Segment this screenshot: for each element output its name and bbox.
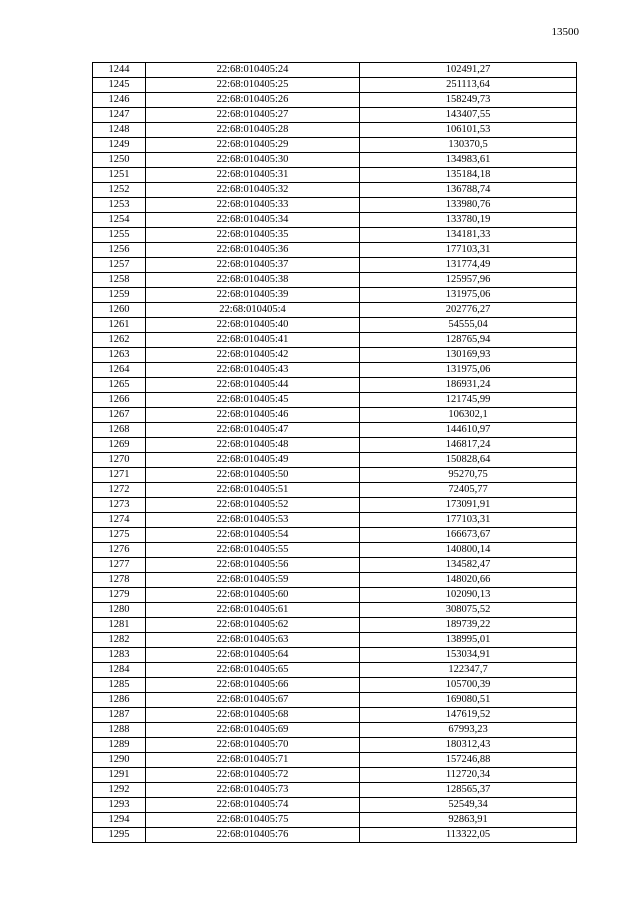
cadastral-number-cell: 22:68:010405:71 — [146, 753, 360, 768]
row-number-cell: 1247 — [93, 108, 146, 123]
cadastral-number-cell: 22:68:010405:68 — [146, 708, 360, 723]
value-cell: 106101,53 — [360, 123, 577, 138]
cadastral-number-cell: 22:68:010405:47 — [146, 423, 360, 438]
cadastral-number-cell: 22:68:010405:60 — [146, 588, 360, 603]
row-number-cell: 1277 — [93, 558, 146, 573]
value-cell: 138995,01 — [360, 633, 577, 648]
table-row — [93, 768, 577, 783]
value-cell: 128565,37 — [360, 783, 577, 798]
table-row — [93, 378, 577, 393]
table-row — [93, 753, 577, 768]
cadastral-number-cell: 22:68:010405:30 — [146, 153, 360, 168]
value-cell: 133780,19 — [360, 213, 577, 228]
table-body — [93, 63, 577, 843]
table-row — [93, 333, 577, 348]
cadastral-number-cell: 22:68:010405:55 — [146, 543, 360, 558]
table-row — [93, 468, 577, 483]
row-number-cell: 1263 — [93, 348, 146, 363]
cadastral-number-cell: 22:68:010405:40 — [146, 318, 360, 333]
row-number-cell: 1244 — [93, 63, 146, 78]
row-number-cell: 1294 — [93, 813, 146, 828]
table-row — [93, 423, 577, 438]
value-cell: 102090,13 — [360, 588, 577, 603]
value-cell: 125957,96 — [360, 273, 577, 288]
table-row — [93, 123, 577, 138]
row-number-cell: 1265 — [93, 378, 146, 393]
table-row — [93, 708, 577, 723]
row-number-cell: 1248 — [93, 123, 146, 138]
value-cell: 251113,64 — [360, 78, 577, 93]
value-cell: 67993,23 — [360, 723, 577, 738]
cadastral-number-cell: 22:68:010405:38 — [146, 273, 360, 288]
cadastral-number-cell: 22:68:010405:26 — [146, 93, 360, 108]
value-cell: 112720,34 — [360, 768, 577, 783]
cadastral-number-cell: 22:68:010405:65 — [146, 663, 360, 678]
cadastral-number-cell: 22:68:010405:61 — [146, 603, 360, 618]
table-row — [93, 633, 577, 648]
table-row — [93, 348, 577, 363]
row-number-cell: 1245 — [93, 78, 146, 93]
table-row — [93, 588, 577, 603]
cadastral-number-cell: 22:68:010405:48 — [146, 438, 360, 453]
cadastral-number-cell: 22:68:010405:51 — [146, 483, 360, 498]
table-row — [93, 438, 577, 453]
value-cell: 189739,22 — [360, 618, 577, 633]
value-cell: 144610,97 — [360, 423, 577, 438]
row-number-cell: 1255 — [93, 228, 146, 243]
row-number-cell: 1285 — [93, 678, 146, 693]
cadastral-number-cell: 22:68:010405:34 — [146, 213, 360, 228]
row-number-cell: 1268 — [93, 423, 146, 438]
value-cell: 131975,06 — [360, 288, 577, 303]
row-number-cell: 1257 — [93, 258, 146, 273]
row-number-cell: 1264 — [93, 363, 146, 378]
table-row — [93, 168, 577, 183]
table-row — [93, 483, 577, 498]
cadastral-number-cell: 22:68:010405:32 — [146, 183, 360, 198]
table-row — [93, 93, 577, 108]
table-row — [93, 693, 577, 708]
value-cell: 150828,64 — [360, 453, 577, 468]
table-row — [93, 258, 577, 273]
cadastral-number-cell: 22:68:010405:29 — [146, 138, 360, 153]
cadastral-number-cell: 22:68:010405:49 — [146, 453, 360, 468]
cadastral-number-cell: 22:68:010405:64 — [146, 648, 360, 663]
value-cell: 134181,33 — [360, 228, 577, 243]
table-row — [93, 138, 577, 153]
cadastral-number-cell: 22:68:010405:36 — [146, 243, 360, 258]
row-number-cell: 1253 — [93, 198, 146, 213]
row-number-cell: 1256 — [93, 243, 146, 258]
row-number-cell: 1259 — [93, 288, 146, 303]
cadastral-number-cell: 22:68:010405:75 — [146, 813, 360, 828]
row-number-cell: 1280 — [93, 603, 146, 618]
table-row — [93, 558, 577, 573]
cadastral-number-cell: 22:68:010405:70 — [146, 738, 360, 753]
value-cell: 106302,1 — [360, 408, 577, 423]
table-row — [93, 288, 577, 303]
value-cell: 128765,94 — [360, 333, 577, 348]
cadastral-number-cell: 22:68:010405:25 — [146, 78, 360, 93]
table-row — [93, 618, 577, 633]
row-number-cell: 1270 — [93, 453, 146, 468]
table-row — [93, 738, 577, 753]
cadastral-number-cell: 22:68:010405:33 — [146, 198, 360, 213]
cadastral-number-cell: 22:68:010405:62 — [146, 618, 360, 633]
table-row — [93, 243, 577, 258]
value-cell: 134983,61 — [360, 153, 577, 168]
row-number-cell: 1251 — [93, 168, 146, 183]
row-number-cell: 1292 — [93, 783, 146, 798]
value-cell: 177103,31 — [360, 513, 577, 528]
row-number-cell: 1290 — [93, 753, 146, 768]
table-row — [93, 678, 577, 693]
cadastral-number-cell: 22:68:010405:4 — [146, 303, 360, 318]
row-number-cell: 1249 — [93, 138, 146, 153]
value-cell: 157246,88 — [360, 753, 577, 768]
value-cell: 52549,34 — [360, 798, 577, 813]
cadastral-number-cell: 22:68:010405:53 — [146, 513, 360, 528]
value-cell: 92863,91 — [360, 813, 577, 828]
table-row — [93, 63, 577, 78]
table-row — [93, 603, 577, 618]
row-number-cell: 1254 — [93, 213, 146, 228]
value-cell: 122347,7 — [360, 663, 577, 678]
value-cell: 105700,39 — [360, 678, 577, 693]
cadastral-number-cell: 22:68:010405:31 — [146, 168, 360, 183]
row-number-cell: 1271 — [93, 468, 146, 483]
cadastral-number-cell: 22:68:010405:46 — [146, 408, 360, 423]
table-row — [93, 153, 577, 168]
value-cell: 169080,51 — [360, 693, 577, 708]
value-cell: 113322,05 — [360, 828, 577, 843]
cadastral-number-cell: 22:68:010405:41 — [146, 333, 360, 348]
table-row — [93, 513, 577, 528]
cadastral-number-cell: 22:68:010405:39 — [146, 288, 360, 303]
cadastral-number-cell: 22:68:010405:67 — [146, 693, 360, 708]
table-row — [93, 573, 577, 588]
row-number-cell: 1262 — [93, 333, 146, 348]
value-cell: 166673,67 — [360, 528, 577, 543]
value-cell: 148020,66 — [360, 573, 577, 588]
row-number-cell: 1261 — [93, 318, 146, 333]
value-cell: 130169,93 — [360, 348, 577, 363]
data-table — [92, 62, 577, 843]
value-cell: 121745,99 — [360, 393, 577, 408]
table-row — [93, 273, 577, 288]
row-number-cell: 1258 — [93, 273, 146, 288]
value-cell: 140800,14 — [360, 543, 577, 558]
row-number-cell: 1250 — [93, 153, 146, 168]
table-row — [93, 213, 577, 228]
value-cell: 133980,76 — [360, 198, 577, 213]
cadastral-number-cell: 22:68:010405:43 — [146, 363, 360, 378]
table-row — [93, 198, 577, 213]
value-cell: 158249,73 — [360, 93, 577, 108]
row-number-cell: 1273 — [93, 498, 146, 513]
row-number-cell: 1274 — [93, 513, 146, 528]
table-row — [93, 453, 577, 468]
value-cell: 153034,91 — [360, 648, 577, 663]
cadastral-number-cell: 22:68:010405:52 — [146, 498, 360, 513]
value-cell: 202776,27 — [360, 303, 577, 318]
row-number-cell: 1267 — [93, 408, 146, 423]
cadastral-number-cell: 22:68:010405:42 — [146, 348, 360, 363]
row-number-cell: 1281 — [93, 618, 146, 633]
row-number-cell: 1272 — [93, 483, 146, 498]
cadastral-number-cell: 22:68:010405:63 — [146, 633, 360, 648]
table-row — [93, 393, 577, 408]
table-row — [93, 78, 577, 93]
cadastral-number-cell: 22:68:010405:59 — [146, 573, 360, 588]
table-row — [93, 648, 577, 663]
cadastral-number-cell: 22:68:010405:73 — [146, 783, 360, 798]
row-number-cell: 1286 — [93, 693, 146, 708]
row-number-cell: 1291 — [93, 768, 146, 783]
value-cell: 134582,47 — [360, 558, 577, 573]
row-number-cell: 1276 — [93, 543, 146, 558]
table-row — [93, 303, 577, 318]
table-row — [93, 723, 577, 738]
value-cell: 54555,04 — [360, 318, 577, 333]
row-number-cell: 1266 — [93, 393, 146, 408]
value-cell: 95270,75 — [360, 468, 577, 483]
cadastral-number-cell: 22:68:010405:69 — [146, 723, 360, 738]
cadastral-number-cell: 22:68:010405:24 — [146, 63, 360, 78]
value-cell: 72405,77 — [360, 483, 577, 498]
value-cell: 135184,18 — [360, 168, 577, 183]
cadastral-number-cell: 22:68:010405:37 — [146, 258, 360, 273]
row-number-cell: 1282 — [93, 633, 146, 648]
row-number-cell: 1283 — [93, 648, 146, 663]
cadastral-number-cell: 22:68:010405:27 — [146, 108, 360, 123]
table-row — [93, 543, 577, 558]
value-cell: 186931,24 — [360, 378, 577, 393]
table-row — [93, 828, 577, 843]
cadastral-number-cell: 22:68:010405:54 — [146, 528, 360, 543]
value-cell: 173091,91 — [360, 498, 577, 513]
value-cell: 147619,52 — [360, 708, 577, 723]
value-cell: 130370,5 — [360, 138, 577, 153]
row-number-cell: 1288 — [93, 723, 146, 738]
cadastral-number-cell: 22:68:010405:76 — [146, 828, 360, 843]
table-row — [93, 528, 577, 543]
cadastral-number-cell: 22:68:010405:56 — [146, 558, 360, 573]
value-cell: 177103,31 — [360, 243, 577, 258]
row-number-cell: 1295 — [93, 828, 146, 843]
table-row — [93, 363, 577, 378]
cadastral-number-cell: 22:68:010405:28 — [146, 123, 360, 138]
value-cell: 146817,24 — [360, 438, 577, 453]
cadastral-number-cell: 22:68:010405:66 — [146, 678, 360, 693]
table-row — [93, 783, 577, 798]
row-number-cell: 1289 — [93, 738, 146, 753]
cadastral-number-cell: 22:68:010405:74 — [146, 798, 360, 813]
row-number-cell: 1293 — [93, 798, 146, 813]
value-cell: 308075,52 — [360, 603, 577, 618]
row-number-cell: 1275 — [93, 528, 146, 543]
value-cell: 131774,49 — [360, 258, 577, 273]
table-row — [93, 108, 577, 123]
row-number-cell: 1284 — [93, 663, 146, 678]
cadastral-number-cell: 22:68:010405:50 — [146, 468, 360, 483]
table-row — [93, 228, 577, 243]
cadastral-number-cell: 22:68:010405:45 — [146, 393, 360, 408]
value-cell: 180312,43 — [360, 738, 577, 753]
row-number-cell: 1279 — [93, 588, 146, 603]
table-row — [93, 813, 577, 828]
table-row — [93, 408, 577, 423]
row-number-cell: 1252 — [93, 183, 146, 198]
cadastral-number-cell: 22:68:010405:35 — [146, 228, 360, 243]
row-number-cell: 1260 — [93, 303, 146, 318]
value-cell: 131975,06 — [360, 363, 577, 378]
table-row — [93, 498, 577, 513]
value-cell: 136788,74 — [360, 183, 577, 198]
cadastral-number-cell: 22:68:010405:72 — [146, 768, 360, 783]
row-number-cell: 1287 — [93, 708, 146, 723]
table-row — [93, 798, 577, 813]
table-row — [93, 318, 577, 333]
table-row — [93, 663, 577, 678]
row-number-cell: 1278 — [93, 573, 146, 588]
cadastral-number-cell: 22:68:010405:44 — [146, 378, 360, 393]
value-cell: 143407,55 — [360, 108, 577, 123]
page-number: 13500 — [551, 26, 579, 38]
value-cell: 102491,27 — [360, 63, 577, 78]
row-number-cell: 1269 — [93, 438, 146, 453]
table-row — [93, 183, 577, 198]
row-number-cell: 1246 — [93, 93, 146, 108]
